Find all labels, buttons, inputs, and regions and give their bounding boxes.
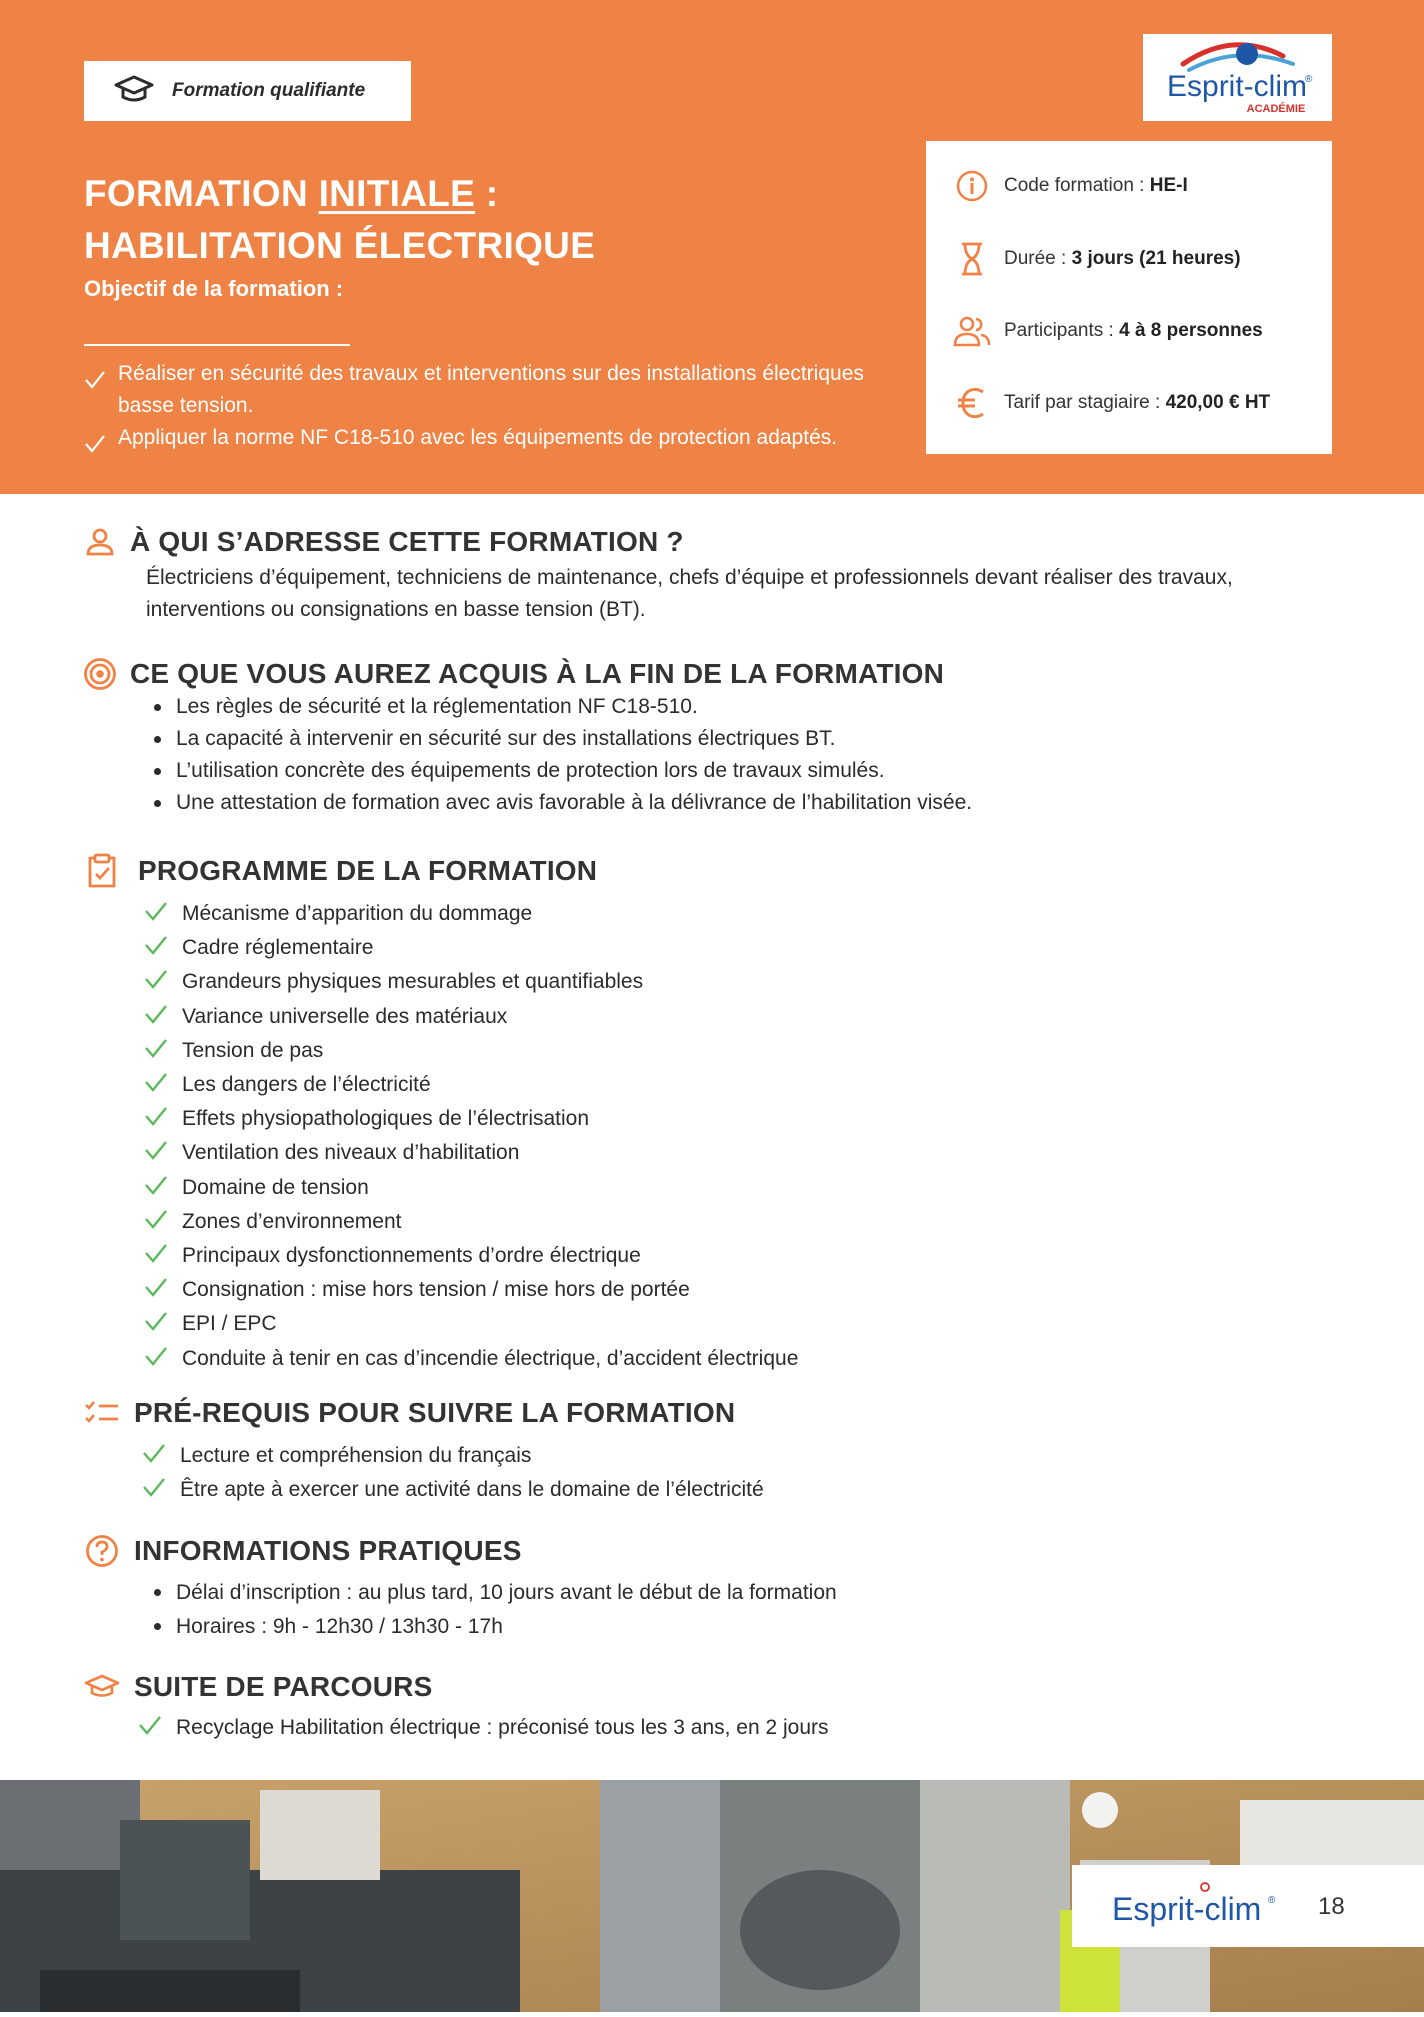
check-icon [144, 1345, 168, 1373]
section-title: SUITE DE PARCOURS [134, 1671, 433, 1702]
footer-logo-text: Esprit-clim [1112, 1891, 1262, 1927]
list-item: Consignation : mise hors tension / mise hors de portée [144, 1273, 1344, 1307]
section-title: À QUI S’ADRESSE CETTE FORMATION ? [130, 526, 684, 557]
users-icon [954, 313, 990, 349]
check-icon [144, 1139, 168, 1167]
section-title: INFORMATIONS PRATIQUES [134, 1535, 522, 1566]
user-icon [84, 527, 116, 557]
list-item: Grandeurs physiques mesurables et quantifiables [144, 965, 1344, 999]
audience-section [84, 526, 1344, 626]
program-section [84, 853, 1344, 1376]
list-item: Conduite à tenir en cas d’incendie électrique, d’accident électrique [144, 1341, 1344, 1375]
euro-icon [954, 385, 990, 421]
graduation-cap-icon [114, 73, 154, 110]
divider [84, 344, 350, 346]
logo-sub: ACADÉMIE [1246, 103, 1306, 115]
outcomes-list [84, 691, 1344, 819]
check-icon [144, 934, 168, 962]
page-title: FORMATION INITIALE : HABILITATION ÉLECTRIQUE [84, 173, 596, 266]
check-icon [144, 900, 168, 928]
next-section [84, 1671, 1344, 1745]
logo-text: Esprit-clim [1167, 70, 1307, 103]
practical-section [84, 1534, 1344, 1644]
section-title: PROGRAMME DE LA FORMATION [138, 855, 598, 886]
list-item: La capacité à intervenir en sécurité sur des installations électriques BT. [146, 723, 1344, 755]
practical-list [84, 1576, 1344, 1644]
badge-label: Formation qualifiante [172, 80, 366, 101]
check-icon [142, 1476, 166, 1504]
list-item: Mécanisme d’apparition du dommage [144, 897, 1344, 931]
brand-logo [1143, 34, 1332, 121]
list-item: Domaine de tension [144, 1171, 1344, 1205]
list-item: Les dangers de l’électricité [144, 1068, 1344, 1102]
list-item: Ventilation des niveaux d’habilitation [144, 1136, 1344, 1170]
prereq-section [84, 1397, 1344, 1507]
check-icon [144, 1003, 168, 1031]
check-icon [144, 968, 168, 996]
list-item: Cadre réglementaire [144, 931, 1344, 965]
check-icon [84, 422, 106, 464]
target-icon [84, 657, 116, 691]
list-item: Variance universelle des matériaux [144, 1000, 1344, 1034]
next-list [84, 1711, 1344, 1745]
audience-text: Électriciens d’équipement, techniciens de maintenance, chefs d’équipe et professionnels devant réaliser des travaux, interventions ou consignations en basse tension (BT). [146, 566, 1233, 621]
info-card [926, 141, 1332, 454]
objective-list [84, 358, 904, 464]
check-icon [144, 1242, 168, 1270]
objective-heading: Objectif de la formation : [84, 276, 344, 301]
check-icon [142, 1442, 166, 1470]
help-icon [84, 1534, 120, 1568]
section-title: PRÉ-REQUIS POUR SUIVRE LA FORMATION [134, 1397, 736, 1428]
info-icon [954, 168, 990, 204]
formation-badge [84, 61, 411, 121]
list-item: EPI / EPC [144, 1307, 1344, 1341]
check-icon [84, 358, 106, 422]
check-icon [144, 1037, 168, 1065]
footer-logo [1072, 1865, 1424, 1947]
prereq-list [84, 1439, 1344, 1507]
check-icon [144, 1071, 168, 1099]
hourglass-icon [954, 241, 990, 277]
check-icon [144, 1310, 168, 1338]
clipboard-check-icon [84, 853, 120, 889]
list-item: Zones d’environnement [144, 1205, 1344, 1239]
check-icon [144, 1174, 168, 1202]
duration-row: Durée : 3 jours (21 heures) [954, 241, 1241, 277]
price-row: Tarif par stagiaire : 420,00 € HT [954, 385, 1270, 421]
graduation-cap-icon [84, 1673, 120, 1701]
list-item: Lecture et compréhension du français [142, 1439, 1344, 1473]
logo-registered: ® [1305, 74, 1313, 85]
participants-row: Participants : 4 à 8 personnes [954, 313, 1263, 349]
svg-text:®: ® [1268, 1895, 1276, 1906]
checklist-icon [84, 1400, 120, 1426]
list-item: Effets physiopathologiques de l’électrisation [144, 1102, 1344, 1136]
outcomes-section [84, 657, 1344, 819]
list-item: Recyclage Habilitation électrique : préconisé tous les 3 ans, en 2 jours [138, 1711, 1344, 1745]
program-list [84, 897, 1344, 1376]
list-item: L’utilisation concrète des équipements de protection lors de travaux simulés. [146, 755, 1344, 787]
list-item: Une attestation de formation avec avis favorable à la délivrance de l’habilitation visée. [146, 787, 1344, 819]
objective-item: Réaliser en sécurité des travaux et interventions sur des installations électriques basse tension. [84, 358, 904, 422]
list-item: Les règles de sécurité et la réglementation NF C18-510. [146, 691, 1344, 723]
list-item: Horaires : 9h - 12h30 / 13h30 - 17h [146, 1610, 1344, 1644]
objective-item: Appliquer la norme NF C18-510 avec les équipements de protection adaptés. [84, 422, 904, 464]
code-row: Code formation : HE-I [954, 168, 1188, 204]
check-icon [144, 1276, 168, 1304]
list-item: Délai d’inscription : au plus tard, 10 jours avant le début de la formation [146, 1576, 1344, 1610]
list-item: Tension de pas [144, 1034, 1344, 1068]
list-item: Être apte à exercer une activité dans le domaine de l’électricité [142, 1473, 1344, 1507]
check-icon [138, 1714, 162, 1742]
section-title: CE QUE VOUS AUREZ ACQUIS À LA FIN DE LA FORMATION [130, 658, 945, 689]
page-number: 18 [1318, 1893, 1345, 1920]
list-item: Principaux dysfonctionnements d’ordre électrique [144, 1239, 1344, 1273]
check-icon [144, 1208, 168, 1236]
check-icon [144, 1105, 168, 1133]
